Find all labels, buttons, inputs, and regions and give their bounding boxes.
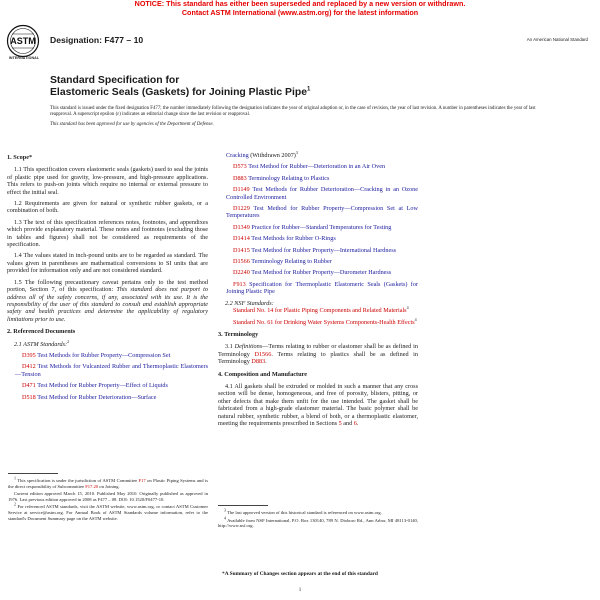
title-line-1: Standard Specification for bbox=[50, 75, 180, 86]
title-line-2: Elastomeric Seals (Gaskets) for Joining Plastic Pipe$^1$ bbox=[50, 86, 311, 98]
notice-line-1: NOTICE: This standard has either been superseded and replaced by a new version or withdrawn. bbox=[134, 0, 466, 8]
designation: Designation: F477 – 10 bbox=[50, 35, 144, 45]
dod-approval: This standard has been approved for use by agencies of the Department of Defense. bbox=[50, 121, 214, 127]
ref-item[interactable]: D1149 Test Methods for Rubber Deterioration—Cracking in an Ozone Controlled Environment bbox=[226, 186, 418, 201]
ref-item[interactable]: D1415 Test Method for Rubber Property—International Hardness bbox=[233, 246, 397, 254]
nsf-ref-61[interactable]: Standard No. 61 for Drinking Water Systems Components-Health Effects$^4$ bbox=[233, 316, 417, 326]
notice-line-2: Contact ASTM International (www.astm.org) for the latest information bbox=[181, 7, 419, 17]
left-column bbox=[7, 152, 208, 405]
ref-item[interactable]: D573 Test Method for Rubber—Deterioration in an Air Oven bbox=[233, 163, 386, 171]
summary-of-changes-note: *A Summary of Changes section appears at the end of this standard bbox=[222, 571, 378, 577]
para-1-5: 1.5 The following precautionary caveat pertains only to the test method portion, Section 7, of this specification: This standard does not purport to address all of the safety concerns, if any, associated with its use. It is the responsibility of the user of this standard to consult and establish appropriate safety and health practices and determine the applicability of regulatory limitations prior to use. bbox=[7, 278, 208, 323]
section-4-heading: 4. Composition and Manufacture bbox=[218, 370, 308, 378]
ref-item[interactable]: D1349 Practice for Rubber—Standard Temperatures for Testing bbox=[233, 223, 392, 231]
link-section-5[interactable]: 5 bbox=[338, 419, 342, 427]
footnote-1-edition: Current edition approved March 15, 2010. Published May 2010. Originally published as approved in 1976. Last previous edition approved in 2008 as F477 – 08. DOI: 10.1520/F0477-10. bbox=[8, 491, 208, 502]
link-d883[interactable]: D883 bbox=[251, 358, 266, 366]
astm-logo-icon bbox=[6, 24, 40, 58]
footnote-2: $^2$ For referenced ASTM standards, visit the ASTM website, www.astm.org, or contact ASTM Customer Service at service@astm.org. For Annual Book of ASTM Standards volume information, refer to the standard's Document Summary page on the ASTM website. bbox=[8, 501, 208, 521]
svg-text:ASTM: ASTM bbox=[10, 36, 36, 46]
american-national-standard: An American National Standard bbox=[526, 37, 588, 42]
footnotes-left bbox=[8, 475, 208, 523]
page-number: 1 bbox=[298, 588, 302, 593]
ref-item[interactable]: D1414 Test Methods for Rubber O-Rings bbox=[233, 235, 336, 243]
sub-2-2: 2.2 NSF Standards: bbox=[225, 299, 274, 307]
notice-banner bbox=[0, 0, 600, 18]
para-3-1: 3.1 Definitions—Terms relating to rubber or elastomer shall be as defined in Terminology D1566. Terms relating to plastics shall be as defined in Terminology D883. bbox=[218, 343, 418, 366]
ref-item[interactable]: D471 Test Method for Rubber Property—Effect of Liquids bbox=[22, 382, 168, 390]
para-1-2: 1.2 Requirements are given for natural or synthetic rubber gaskets, or a combination of both. bbox=[7, 200, 208, 215]
para-1-1: 1.1 This specification covers elastomeric seals (gaskets) used to seal the joints of plastic pipe used for gravity, low-pressure, and high-pressure applications. This refers to push-on joints which require no internal or external pressure to effect the initial seal. bbox=[7, 166, 208, 196]
section-2-heading: 2. Referenced Documents bbox=[7, 328, 76, 336]
section-3-heading: 3. Terminology bbox=[218, 330, 259, 338]
footnote-3: $^3$ The last approved version of this historical standard is referenced on www.astm.org. bbox=[224, 507, 382, 515]
link-d1566[interactable]: D1566 bbox=[254, 350, 272, 358]
link-section-6[interactable]: 6 bbox=[353, 419, 357, 427]
footnote-1: $^1$ This specification is under the jurisdiction of ASTM Committee F17 on Plastic Piping Systems and is the direct responsibility of Subcommittee F17.20 on Joining. bbox=[8, 475, 208, 489]
ref-item[interactable]: D1229 Test Method for Rubber Property—Compression Set at Low Temperatures bbox=[226, 205, 418, 220]
footnote-rule-left bbox=[8, 473, 58, 474]
ref-continuation[interactable]: Cracking (Withdrawn 2007)$^3$ bbox=[226, 149, 298, 159]
intro-block bbox=[50, 106, 555, 131]
section-1-heading: 1. Scope* bbox=[7, 154, 33, 161]
intro-paragraph: This standard is issued under the fixed designation F477; the number immediately following the designation indicates the year of original adoption or, in the case of revision, the year of last revision. A number in parentheses indicates the year of last reapproval. A superscript epsilon (ε) indicates an editorial change since the last revision or reapproval. bbox=[50, 106, 536, 118]
right-column bbox=[218, 149, 419, 431]
footnote-rule-right bbox=[218, 505, 268, 506]
para-1-4: 1.4 The values stated in inch-pound units are to be regarded as standard. The values given in parentheses are mathematical conversions to SI units that are provided for information only and are not considered standard. bbox=[7, 252, 208, 275]
title-footnote-ref: 1 bbox=[306, 86, 311, 93]
ref-list-left bbox=[7, 352, 208, 401]
nsf-ref-14[interactable]: Standard No. 14 for Plastic Piping Components and Related Materials$^4$ bbox=[233, 305, 409, 315]
para-1-3: 1.3 The text of this specification references notes, footnotes, and appendixes which provide explanatory material. These notes and footnotes (excluding those in tables and figures) shall not be considered as requirements of the specification. bbox=[7, 218, 208, 249]
ref-item[interactable]: D412 Test Methods for Vulcanized Rubber and Thermoplastic Elastomers—Tension bbox=[15, 363, 208, 378]
ref-item[interactable]: D2240 Test Method for Rubber Property—Durometer Hardness bbox=[233, 269, 392, 277]
ref-item[interactable]: D883 Terminology Relating to Plastics bbox=[233, 174, 330, 182]
ref-item[interactable]: D518 Test Method for Rubber Deterioration—Surface bbox=[22, 393, 157, 401]
logo-caption: INTERNATIONAL bbox=[8, 56, 40, 60]
para-4-1: 4.1 All gaskets shall be extruded or molded in such a manner that any cross section will be dense, homogeneous, and free of porosity, blisters, pitting, or other defects that make them unfit for the use intended. The gasket shall be fabricated from a high-grade elastomer material. The basic polymer shall be natural rubber, synthetic rubber, a blend of both, or a thermoplastic elastomer, meeting the requirements prescribed in Sections 5 and 6. bbox=[218, 382, 418, 427]
document-title bbox=[50, 75, 310, 99]
ref-item[interactable]: F913 Specification for Thermoplastic Elastomeric Seals (Gaskets) for Joining Plastic Pipe bbox=[226, 280, 419, 296]
sub-2-1: 2.1 ASTM Standards:$^2$ bbox=[14, 338, 70, 348]
ref-item[interactable]: D395 Test Methods for Rubber Property—Compression Set bbox=[22, 351, 171, 359]
footnotes-right bbox=[218, 507, 418, 531]
footnote-4: $^4$ Available from NSF International, P.O. Box 130140, 789 N. Dixboro Rd., Ann Arbor, MI 48113-0140, http://www.nsf.org. bbox=[218, 515, 418, 529]
ref-item[interactable]: D1566 Terminology Relating to Rubber bbox=[233, 258, 332, 266]
